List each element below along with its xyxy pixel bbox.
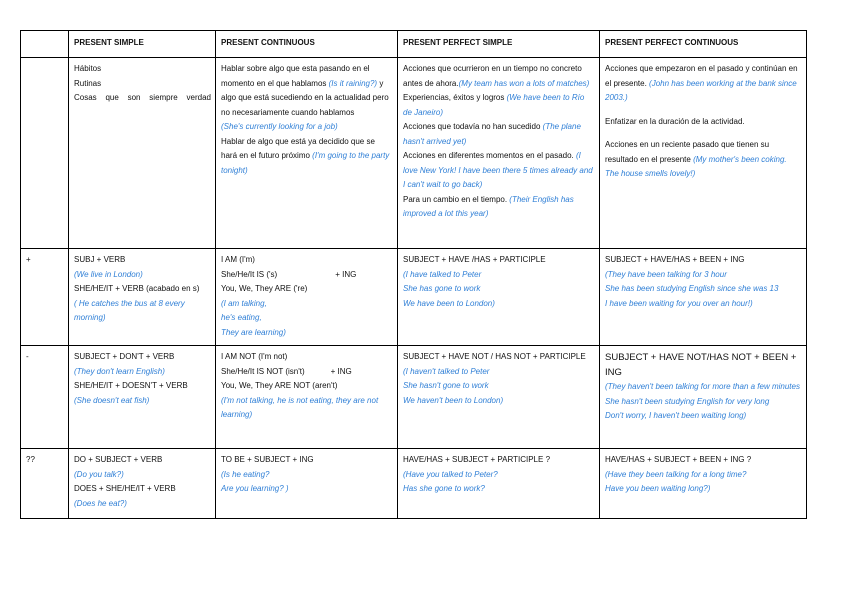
header-present-simple: PRESENT SIMPLE (69, 31, 216, 58)
header-present-perfect-continuous: PRESENT PERFECT CONTINUOUS (600, 31, 807, 58)
affirmative-present-continuous: I AM (I'm) She/He/It IS ('s) + ING You, We, They ARE ('re) (I am talking, he's eating, They are learning) (216, 249, 398, 346)
affirmative-present-perfect-continuous: SUBJECT + HAVE/HAS + BEEN + ING (They have been talking for 3 hour She has been studying English since she was 13 I have been waiting for you over an hour!) (600, 249, 807, 346)
question-present-continuous: TO BE + SUBJECT + ING (Is he eating? Are you learning? ) (216, 449, 398, 519)
affirmative-present-perfect-simple: SUBJECT + HAVE /HAS + PARTICIPLE (I have talked to Peter She has gone to work We have been to London) (398, 249, 600, 346)
uses-row-label (21, 58, 69, 249)
question-present-perfect-simple: HAVE/HAS + SUBJECT + PARTICIPLE ? (Have you talked to Peter? Has she gone to work? (398, 449, 600, 519)
header-present-perfect-simple: PRESENT PERFECT SIMPLE (398, 31, 600, 58)
negative-row (21, 346, 807, 449)
affirmative-row (21, 249, 807, 346)
uses-row (21, 58, 807, 249)
question-present-perfect-continuous: HAVE/HAS + SUBJECT + BEEN + ING ? (Have they been talking for a long time? Have you been waiting long?) (600, 449, 807, 519)
negative-present-perfect-simple: SUBJECT + HAVE NOT / HAS NOT + PARTICIPLE (I haven't talked to Peter She hasn't gone to work We haven't been to London) (398, 346, 600, 449)
uses-present-perfect-simple: Acciones que ocurrieron en un tiempo no concreto antes de ahora.(My team has won a lots of matches) Experiencias, éxitos y logros (We have been to Río de Janeiro) Acciones que todavía no han sucedido (The plane hasn't arrived yet) Acciones en diferentes momentos en el pasado. (I love New York! I have been there 5 times already and I can't wait to go back) Para un cambio en el tiempo. (Their English has improved a lot this year) (398, 58, 600, 249)
question-row (21, 449, 807, 519)
uses-present-continuous: Hablar sobre algo que esta pasando en el momento en el que hablamos (Is it raining?) y algo que está sucediendo en la actualidad pero no necesariamente cuando hablamos (She's currently looking for a job) Hablar de algo que está ya decidido que se hará en el futuro próximo (I'm going to the party tonight) (216, 58, 398, 249)
negative-present-continuous: I AM NOT (I'm not) She/He/It IS NOT (isn't) + ING You, We, They ARE NOT (aren't) (I'm not talking, he is not eating, they are not learning) (216, 346, 398, 449)
uses-present-simple: Hábitos Rutinas Cosas que son siempre verdad (69, 58, 216, 249)
negative-present-simple: SUBJECT + DON'T + VERB (They don't learn English) SHE/HE/IT + DOESN'T + VERB (She doesn't eat fish) (69, 346, 216, 449)
negative-present-perfect-continuous: SUBJECT + HAVE NOT/HAS NOT + BEEN + ING (They haven't been talking for more than a few minutes She hasn't been studying English for very long Don't worry, I haven't been waiting long) (600, 346, 807, 449)
tense-table (20, 30, 807, 519)
question-label: ?? (21, 449, 69, 519)
negative-label: - (21, 346, 69, 449)
header-blank (21, 31, 69, 58)
header-present-continuous: PRESENT CONTINUOUS (216, 31, 398, 58)
uses-present-perfect-continuous: Acciones que empezaron en el pasado y continúan en el presente. (John has been working at the bank since 2003.) Enfatizar en la duración de la actividad. Acciones en un reciente pasado que tienen su resultado en el presente (My mother's been coking. The house smells lovely!) (600, 58, 807, 249)
question-present-simple: DO + SUBJECT + VERB (Do you talk?) DOES + SHE/HE/IT + VERB (Does he eat?) (69, 449, 216, 519)
affirmative-label: + (21, 249, 69, 346)
header-row (21, 31, 807, 58)
affirmative-present-simple: SUBJ + VERB (We live in London) SHE/HE/IT + VERB (acabado en s) ( He catches the bus at 8 every morning) (69, 249, 216, 346)
